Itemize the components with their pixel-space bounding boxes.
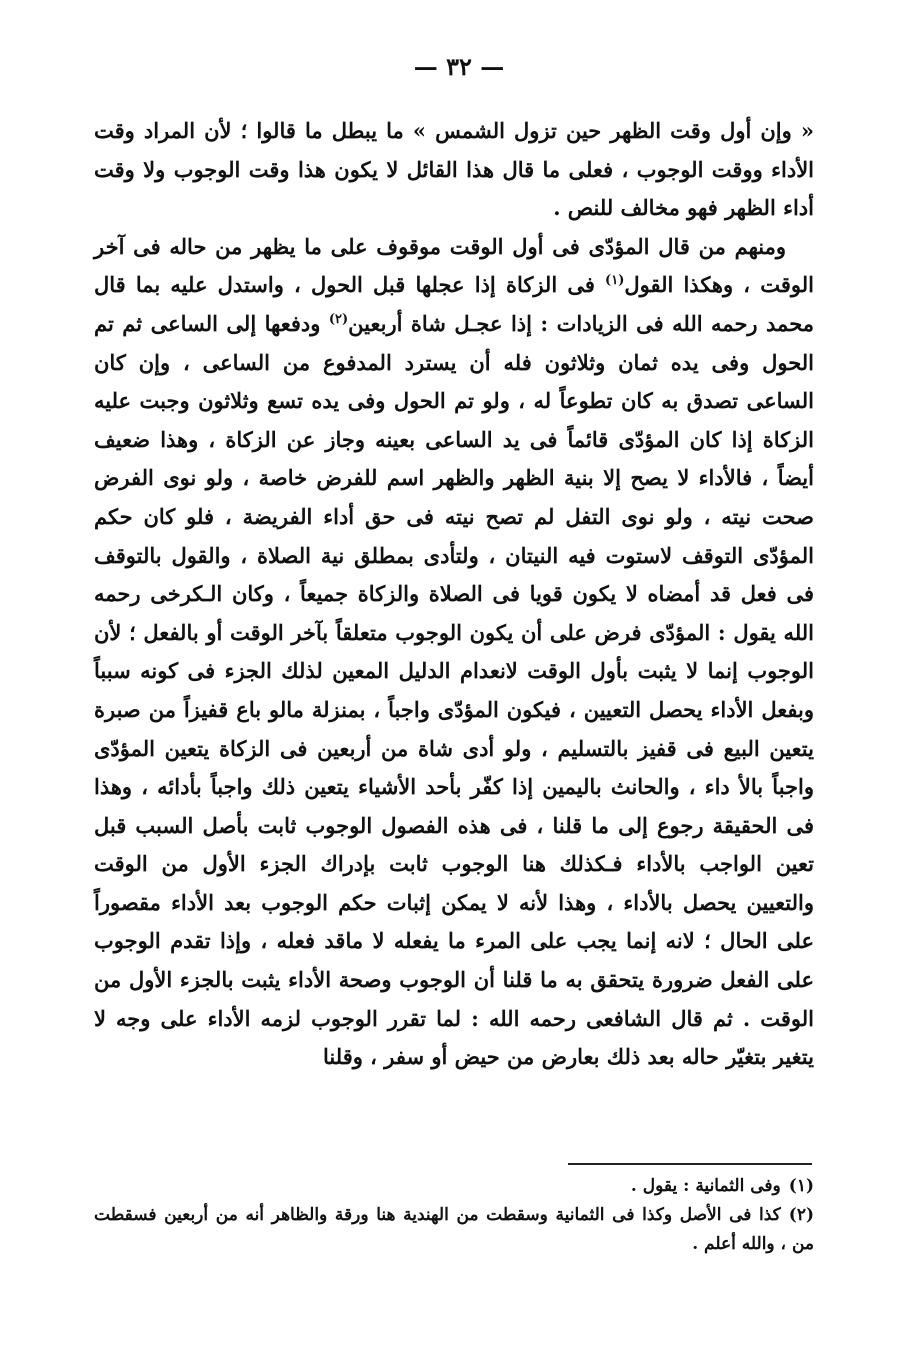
paragraph-2-part-b: فى الزكاة إذا عجلها قبل الحول ، واستدل عليه بما قال محمد رحمه الله فى الزيادات : إذا عجـل شاة أربعين bbox=[94, 272, 814, 336]
footnote-2-text: كذا فى الأصل وكذا فى الثمانية وسقطت من الهندية هنا ورقة والظاهر أنه من أربعين فسقطت من ، والله أعلم . bbox=[94, 1205, 814, 1254]
footnote-1-number: (١) bbox=[788, 1176, 814, 1196]
main-text bbox=[94, 112, 814, 1077]
paragraph-2-part-a: ومنهم من قال المؤدّى فى أول الوقت موقوف على ما يظهر من حاله فى آخر الوقت ، وهكذا القول bbox=[94, 233, 814, 298]
footnote-ref-1: (١) bbox=[605, 273, 625, 289]
page-number: — ٣٢ — bbox=[413, 52, 505, 81]
footnotes bbox=[94, 1172, 814, 1259]
footnote-2 bbox=[94, 1201, 814, 1259]
footnote-2-number: (٢) bbox=[788, 1205, 814, 1225]
footnote-1 bbox=[94, 1172, 814, 1201]
footnote-1-text: وفى الثمانية : يقول . bbox=[630, 1176, 781, 1196]
paragraph-2 bbox=[94, 228, 814, 1077]
paragraph-1: « وإن أول وقت الظهر حين تزول الشمس » ما يبطل ما قالوا ؛ لأن المراد وقت الأداء ووقت الوجوب ، فعلى ما قال هذا القائل لا يكون هذا وقت الوجوب ولا وقت أداء الظهر فهو مخالف للنص . bbox=[94, 118, 814, 221]
paragraph-2-part-c: ودفعها إلى الساعى ثم تم الحول وفى يده ثمان وثلاثون فله أن يسترد المدفوع من الساعى ، وإن كان الساعى تصدق به كان تطوعاً له ، ولو تم الحول وفى يده تسع وثلاثون وجبت عليه الزكاة إذا كان المؤدّى قائماً فى يد الساعى بعينه وجاز عن الزكاة ، وهذا ضعيف أيضاً ، فالأداء لا يصح إلا بنية الظهر والظهر اسم للفرض خاصة ، ولو نوى الفرض صحت نيته ، ولو نوى التفل لم تصح نيته فى حق أداء الفريضة ، فلو كان حكم المؤدّى التوقف لاستوت فيه النيتان ، ولتأدى بمطلق نية الصلاة ، والقول بالتوقف فى فعل قد أمضاه لا يكون قويا فى الصلاة والزكاة جميعاً ، وكان الـكرخى رحمه الله يقول : المؤدّى فرض على أن يكون الوجوب متعلقاً بآخر الوقت أو بالفعل ؛ لأن الوجوب إنما لا يثبت بأول الوقت لانعدام الدليل المعين لذلك الجزء فى كونه سبباً وبفعل الأداء يحصل التعيين ، فيكون المؤدّى واجباً ، بمنزلة مالو باع قفيزاً من صبرة يتعين البيع فى قفيز بالتسليم ، ولو أدى شاة من أربعين فى الزكاة يتعين المؤدّى واجباً بالأ داء ، والحانث باليمين إذا كفّر بأحد الأشياء يتعين ذلك واجباً بأدائه ، وهذا فى الحقيقة رجوع إلى ما قلنا ، فى هذه الفصول الوجوب ثابت بأصل السبب قبل تعين الواجب بالأداء فـكذلك هنا الوجوب ثابت بإدراك الجزء الأول من الوقت والتعيين يحصل بالأداء ، وهذا لأنه لا يمكن إثبات حكم الوجوب بعد الأداء مقصوراً على الحال ؛ لانه إنما يجب على المرء ما يفعله لا ماقد فعله ، وإذا تقدم الوجوب على الفعل ضرورة يتحقق به ما قلنا أن الوجوب وصحة الأداء يثبت بالجزء الأول من الوقت . ثم قال الشافعى رحمه الله : لما تقرر الوجوب لزمه الأداء على وجه لا يتغير بتغيّر حاله بعد ذلك بعارض من حيض أو سفر ، وقلنا bbox=[94, 310, 814, 1070]
footnote-separator bbox=[568, 1163, 812, 1165]
footnote-ref-2: (٢) bbox=[328, 311, 349, 327]
